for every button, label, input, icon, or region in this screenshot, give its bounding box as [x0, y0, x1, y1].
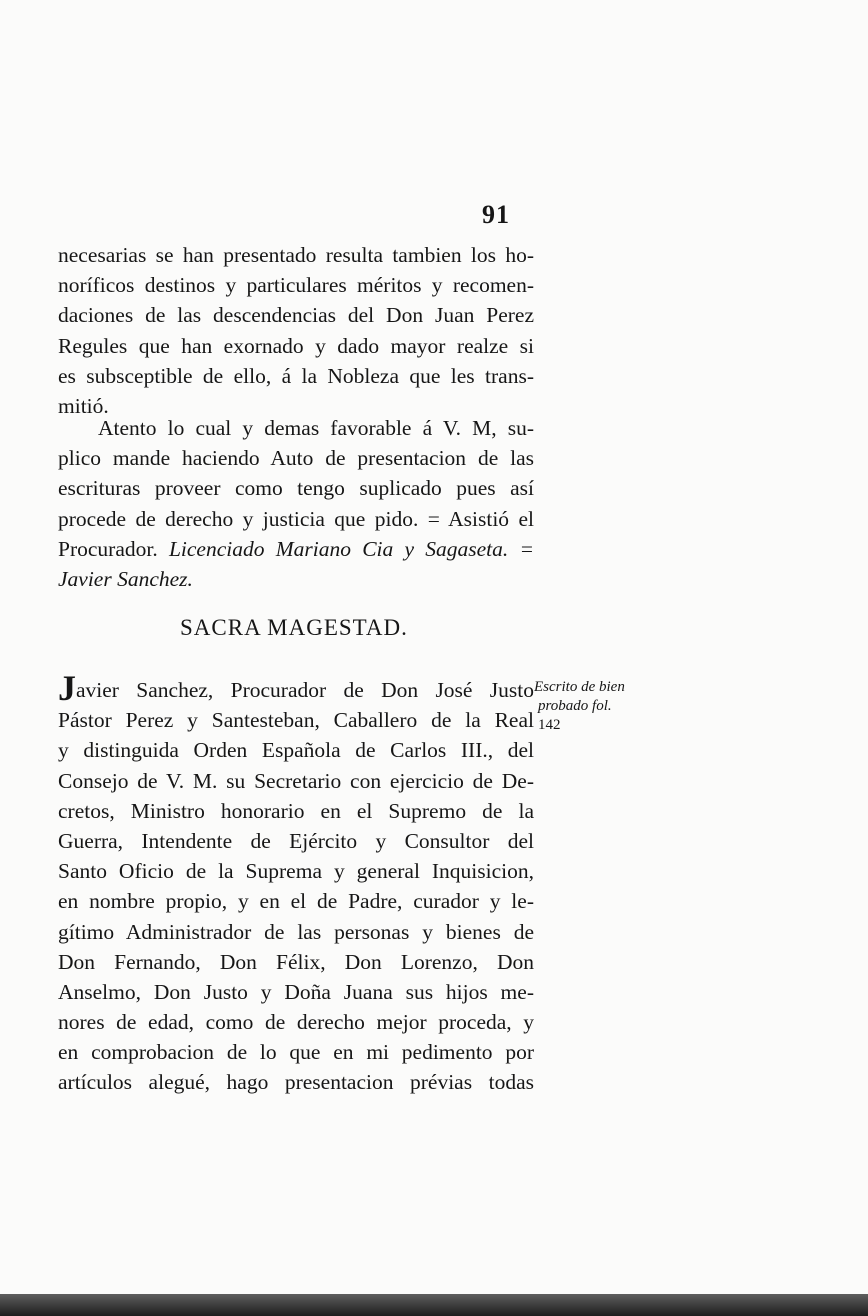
text-line: Don Fernando, Don Félix, Don Lorenzo, Don [58, 949, 534, 974]
text-line [58, 564, 534, 594]
text-line [58, 668, 534, 708]
text-line: y distinguida Orden Española de Carlos III., del [58, 738, 534, 763]
text-line: es subsceptible de ello, á la Nobleza que les trans- [58, 363, 534, 388]
signature-names: Licenciado Mariano Cia y Sagaseta. = [168, 536, 535, 561]
paragraph-2 [58, 413, 534, 594]
text-line: Pástor Perez y Santesteban, Caballero de la Real [58, 708, 534, 733]
text-line: nores de edad, como de derecho mejor proceda, y [58, 1010, 534, 1035]
margin-note-line: Escrito de bien [534, 679, 625, 695]
paragraph-3 [58, 668, 534, 1098]
text-line: artículos alegué, hago presentacion prévias todas [58, 1070, 534, 1095]
margin-note-folio: 142 [538, 717, 561, 733]
text-line-rest: avier Sanchez, Procurador de Don José Justo [76, 678, 534, 702]
text-line: daciones de las descendencias del Don Juan Perez [58, 303, 534, 328]
section-heading: SACRA MAGESTAD. [180, 615, 408, 640]
text-line: escrituras proveer como tengo suplicado pues así [58, 476, 534, 501]
margin-note [534, 678, 625, 735]
text-line: Guerra, Intendente de Ejército y Consultor del [58, 828, 534, 853]
page-number: 91 [482, 200, 510, 229]
text-line: Santo Oficio de la Suprema y general Inquisicion, [58, 859, 534, 884]
margin-note-line [534, 697, 625, 735]
text-line: en nombre propio, y en el de Padre, curador y le- [58, 889, 534, 914]
scan-bottom-edge [0, 1294, 868, 1316]
text-line: gítimo Administrador de las personas y bienes de [58, 919, 534, 944]
text-line: Atento lo cual y demas favorable á V. M, su- [98, 416, 534, 440]
text-line: procede de derecho y justicia que pido. = Asistió el [58, 506, 534, 531]
text-line: noríficos destinos y particulares méritos y recomen- [58, 273, 534, 298]
text-line-prefix: Procurador. [58, 536, 169, 561]
text-line: mitió. [58, 393, 109, 418]
drop-cap: J [58, 668, 76, 708]
text-line: Regules que han exornado y dado mayor realze si [58, 333, 534, 358]
text-line: necesarias se han presentado resulta tambien los ho- [58, 243, 534, 267]
text-line: en comprobacion de lo que en mi pedimento por [58, 1040, 534, 1065]
margin-note-ref: probado fol. [538, 698, 612, 714]
text-line [58, 534, 534, 564]
signature-name: Javier Sanchez. [58, 566, 193, 591]
text-line: Consejo de V. M. su Secretario con ejercicio de De- [58, 768, 534, 793]
text-line: cretos, Ministro honorario en el Supremo de la [58, 798, 534, 823]
text-line: plico mande haciendo Auto de presentacion de las [58, 446, 534, 471]
text-line: Anselmo, Don Justo y Doña Juana sus hijos me- [58, 979, 534, 1004]
paragraph-1 [58, 240, 534, 421]
